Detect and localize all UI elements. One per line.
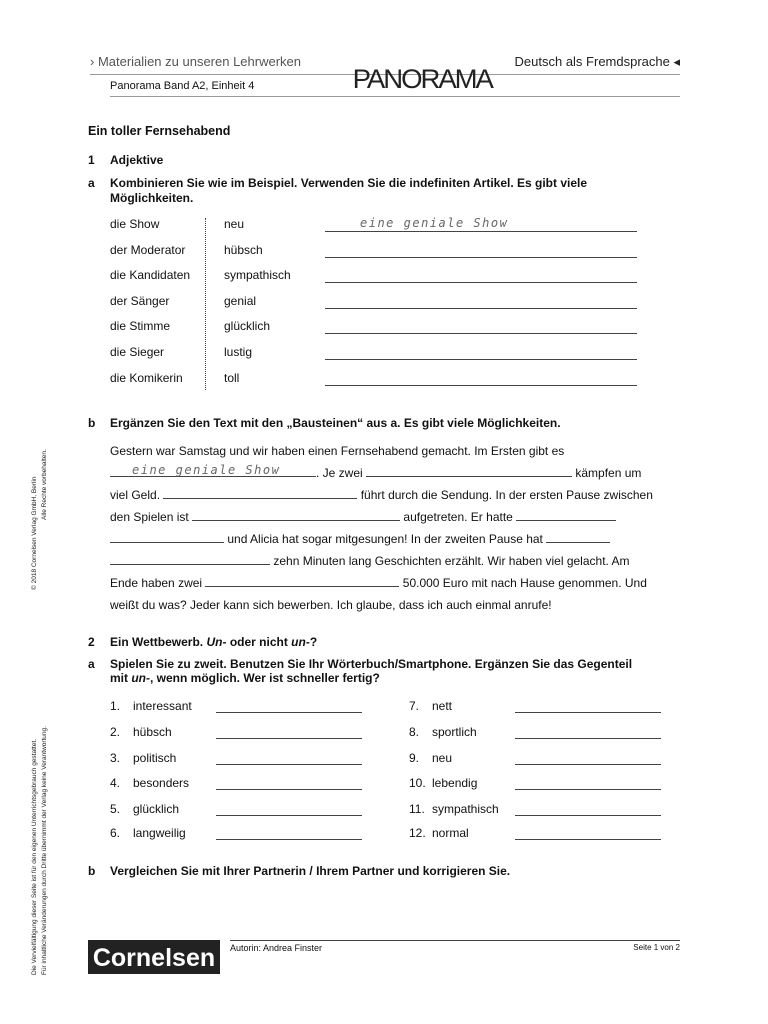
- cloze-line-8: weißt du was? Jeder kann sich bewerben. Ich glaube, dass ich auch einmal anrufe!: [110, 598, 552, 612]
- heading-part: ?: [309, 635, 318, 649]
- text-segment: . Je zwei: [316, 466, 363, 480]
- combine-row: [110, 217, 640, 235]
- copyright-line-1: © 2018 Cornelsen Verlag GmbH, Berlin: [31, 476, 38, 590]
- answer-line[interactable]: [216, 712, 362, 713]
- answer-line[interactable]: [325, 257, 637, 258]
- answer-line[interactable]: [216, 815, 362, 816]
- item-number: 7.: [409, 699, 420, 713]
- header-series-label: › Materialien zu unseren Lehrwerken: [90, 54, 301, 69]
- combine-row: [110, 268, 640, 286]
- blank-field[interactable]: [110, 464, 316, 477]
- item-word: politisch: [133, 751, 177, 765]
- combine-row: [110, 319, 640, 337]
- text-segment: zehn Minuten lang Geschichten erzählt. Wir haben viel gelacht. Am: [273, 554, 630, 568]
- section-2-number: 2: [88, 635, 95, 649]
- usage-notice-line-1: Die Vervielfältigung dieser Seite ist für den eigenen Unterrichtsgebrauch gestattet.: [31, 739, 38, 975]
- item-word: normal: [432, 826, 469, 840]
- answer-line[interactable]: [325, 282, 637, 283]
- answer-line[interactable]: [325, 333, 637, 334]
- item-number: 5.: [110, 802, 121, 816]
- task-2b-instruction: Vergleichen Sie mit Ihrer Partnerin / Ihrem Partner und korrigieren Sie.: [110, 864, 511, 878]
- blank-field[interactable]: [192, 508, 400, 521]
- section-1-heading: Adjektive: [110, 153, 164, 167]
- noun: der Moderator: [110, 243, 186, 257]
- blank-field[interactable]: [110, 552, 270, 565]
- cloze-line-2: [110, 462, 680, 484]
- adjective: lustig: [224, 345, 253, 359]
- text-segment: viel Geld.: [110, 488, 161, 502]
- adjective: glücklich: [224, 319, 271, 333]
- item-word: sympathisch: [432, 802, 499, 816]
- text-segment: führt durch die Sendung. In der ersten Pause zwischen: [360, 488, 653, 502]
- answer-line[interactable]: [515, 738, 661, 739]
- blank-field[interactable]: [366, 464, 572, 477]
- item-number: 11.: [409, 802, 425, 816]
- answer-line[interactable]: [216, 764, 362, 765]
- item-word: glücklich: [133, 802, 180, 816]
- task-1b-instruction: Ergänzen Sie den Text mit den „Bausteinen“ aus a. Es gibt viele Möglichkeiten.: [110, 416, 561, 430]
- item-word: neu: [432, 751, 453, 765]
- adjective: toll: [224, 371, 240, 385]
- item-number: 2.: [110, 725, 121, 739]
- task-1a-letter: a: [88, 176, 95, 190]
- book-unit-label: Panorama Band A2, Einheit 4: [110, 80, 255, 92]
- instruction-part: , wenn möglich. Wer ist schneller fertig?: [150, 671, 380, 685]
- author-credit: Autorin: Andrea Finster: [230, 943, 323, 953]
- text-segment: aufgetreten. Er hatte: [403, 510, 513, 524]
- cornelsen-logo: Cornelsen: [88, 940, 220, 974]
- answer-line[interactable]: [515, 839, 661, 840]
- combine-row: [110, 345, 640, 363]
- adjective: neu: [224, 217, 245, 231]
- item-word: nett: [432, 699, 453, 713]
- task-1b-letter: b: [88, 416, 96, 430]
- item-number: 9.: [409, 751, 420, 765]
- item-number: 6.: [110, 826, 121, 840]
- item-number: 1.: [110, 699, 121, 713]
- header-divider-bottom: [110, 96, 680, 97]
- answer-line[interactable]: [216, 839, 362, 840]
- text-segment: kämpfen um: [575, 466, 642, 480]
- usage-notice-line-2: Für inhaltliche Veränderungen durch Dritte übernimmt der Verlag keine Verantwortung.: [41, 726, 48, 975]
- item-word: hübsch: [133, 725, 172, 739]
- adjective: hübsch: [224, 243, 263, 257]
- blank-field[interactable]: [205, 574, 399, 587]
- answer-line[interactable]: [325, 385, 637, 386]
- cloze-line-4: [110, 506, 690, 528]
- page-number: Seite 1 von 2: [633, 943, 680, 952]
- instruction-part: mit: [110, 671, 128, 685]
- answer-line[interactable]: [216, 738, 362, 739]
- cloze-line-7: [110, 572, 690, 594]
- adjective: genial: [224, 294, 257, 308]
- combine-row: [110, 371, 640, 389]
- answer-line[interactable]: [325, 308, 637, 309]
- heading-part: Ein Wettbewerb.: [110, 635, 204, 649]
- item-number: 12.: [409, 826, 426, 840]
- cloze-line-3: [110, 484, 690, 506]
- header-subject-label: Deutsch als Fremdsprache ◂: [514, 54, 680, 69]
- item-word: sportlich: [432, 725, 477, 739]
- item-word: interessant: [133, 699, 192, 713]
- section-1-number: 1: [88, 153, 95, 167]
- task-2b-letter: b: [88, 864, 96, 878]
- answer-line[interactable]: [216, 789, 362, 790]
- answer-line[interactable]: [325, 359, 637, 360]
- task-2a-instruction-line2: [110, 671, 380, 685]
- task-2a-letter: a: [88, 657, 95, 671]
- noun: die Show: [110, 217, 160, 231]
- noun: der Sänger: [110, 294, 170, 308]
- instruction-prefix: un-: [131, 671, 150, 685]
- item-number: 8.: [409, 725, 420, 739]
- item-number: 4.: [110, 776, 121, 790]
- answer-line[interactable]: [515, 712, 661, 713]
- combine-row: [110, 243, 640, 261]
- text-segment: den Spielen ist: [110, 510, 189, 524]
- item-word: langweilig: [133, 826, 186, 840]
- task-1a-instruction-line2: Möglichkeiten.: [110, 191, 194, 205]
- page-title: Ein toller Fernsehabend: [88, 124, 231, 138]
- noun: die Kandidaten: [110, 268, 191, 282]
- text-segment: 50.000 Euro mit nach Hause genommen. Und: [402, 576, 647, 590]
- cloze-line-5: [110, 528, 690, 550]
- section-2-heading: [110, 635, 317, 649]
- noun: die Sieger: [110, 345, 165, 359]
- answer-line[interactable]: [325, 231, 637, 232]
- heading-prefix: un-: [291, 635, 310, 649]
- text-segment: Ende haben zwei: [110, 576, 203, 590]
- panorama-logo: PANORAMA: [352, 64, 492, 94]
- answer-line[interactable]: [515, 815, 661, 816]
- copyright-line-2: Alle Rechte vorbehalten.: [41, 449, 48, 520]
- item-word: besonders: [133, 776, 190, 790]
- text-segment: und Alicia hat sogar mitgesungen! In der zweiten Pause hat: [227, 532, 543, 546]
- adjective: sympathisch: [224, 268, 291, 282]
- blank-field[interactable]: [163, 486, 357, 499]
- blank-field[interactable]: [110, 530, 224, 543]
- heading-part: oder nicht: [229, 635, 288, 649]
- cloze-line-6: [110, 550, 690, 572]
- item-number: 3.: [110, 751, 121, 765]
- item-word: lebendig: [432, 776, 478, 790]
- task-2a-instruction-line1: Spielen Sie zu zweit. Benutzen Sie Ihr Wörterbuch/Smartphone. Ergänzen Sie das Gegenteil: [110, 657, 633, 671]
- answer-line[interactable]: [515, 764, 661, 765]
- cloze-line-1: Gestern war Samstag und wir haben einen Fernsehabend gemacht. Im Ersten gibt es: [110, 444, 565, 458]
- blank-field[interactable]: [546, 530, 610, 543]
- noun: die Komikerin: [110, 371, 183, 385]
- task-1a-instruction-line1: Kombinieren Sie wie im Beispiel. Verwenden Sie die indefiniten Artikel. Es gibt viele: [110, 176, 588, 190]
- answer-line[interactable]: [515, 789, 661, 790]
- footer-divider: [230, 940, 680, 941]
- example-answer: eine geniale Show: [360, 216, 509, 230]
- noun: die Stimme: [110, 319, 171, 333]
- blank-field[interactable]: [516, 508, 616, 521]
- item-number: 10.: [409, 776, 426, 790]
- heading-prefix: Un-: [206, 635, 227, 649]
- example-answer: eine geniale Show: [132, 463, 281, 477]
- combine-row: [110, 294, 640, 312]
